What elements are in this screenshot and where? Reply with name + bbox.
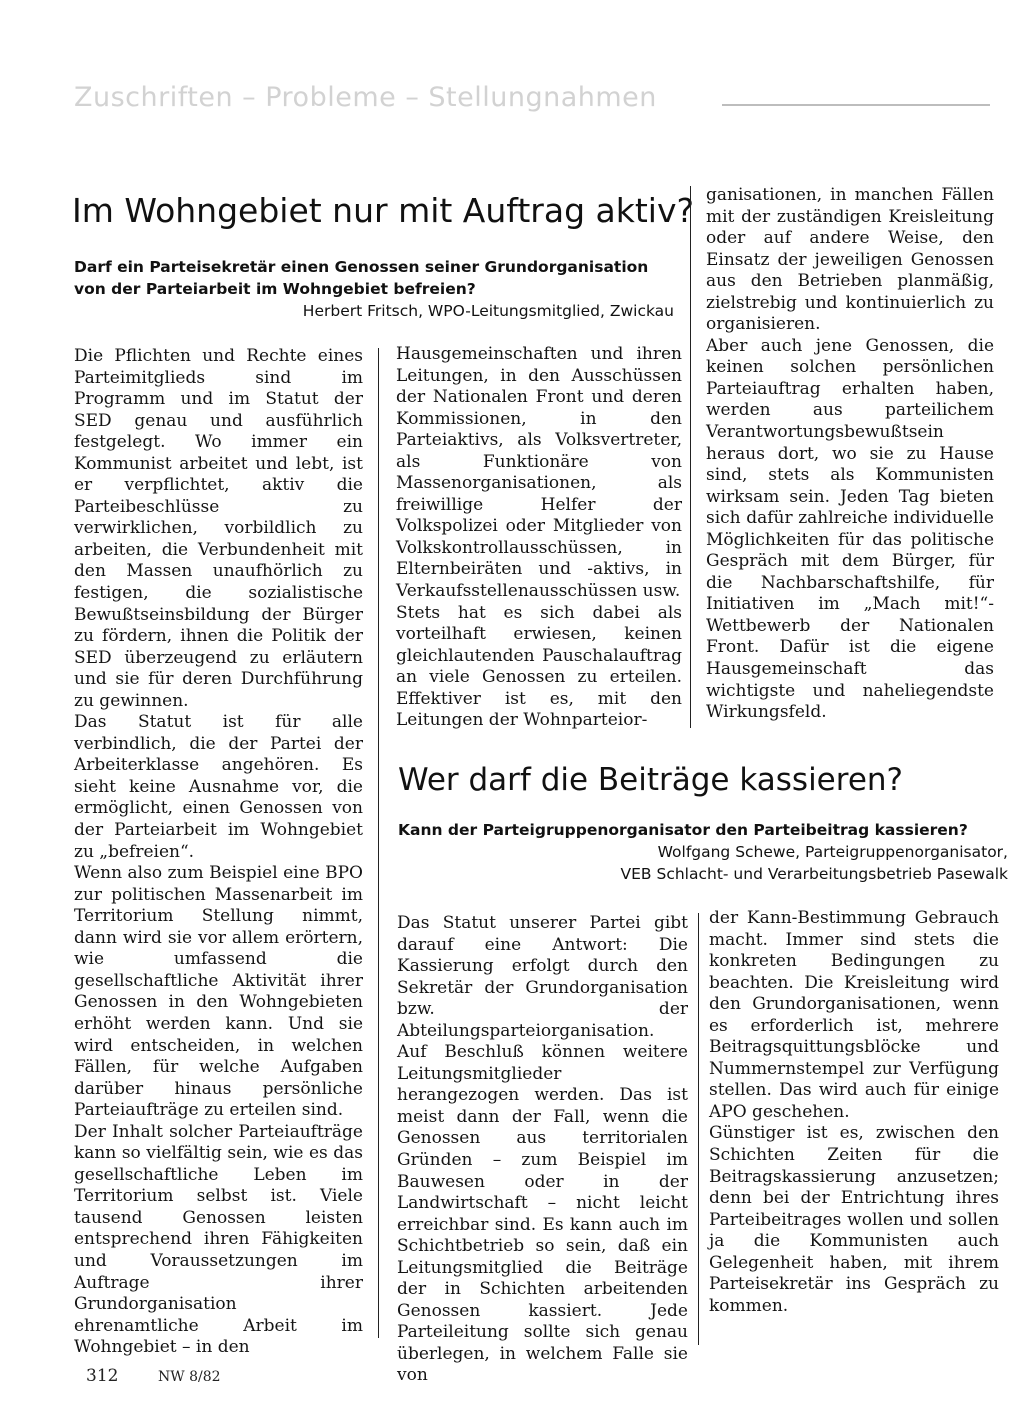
page-number: 312 bbox=[86, 1366, 119, 1386]
article-1-question: Darf ein Parteisekretär einen Genossen seiner Grundorganisation von der Parteiarbeit im Wohngebiet befreien? bbox=[74, 258, 649, 298]
article-2-column-1 bbox=[397, 913, 688, 1387]
paragraph: Aber auch jene Genossen, die keinen solchen persönlichen Parteiauftrag erhalten haben, werden aus parteilichem Verantwortungsbewußtsein heraus dort, wo sie zu Hause sind, stets als Kommunisten wirksam sein. Jeden Tag bieten sich dafür zahlreiche individuelle Möglichkeiten für das politische Gespräch mit dem Bürger, für die Nachbarschaftshilfe, für Initiativen im „Mach mit!“-Wettbewerb der Nationalen Front. Dafür ist die eigene Hausgemeinschaft das wichtigste und naheliegendste Wirkungsfeld. bbox=[706, 335, 994, 723]
column-rule bbox=[690, 186, 691, 728]
paragraph: der Kann-Bestimmung Gebrauch macht. Immer sind stets die konkreten Bedingungen zu beachten. Die Kreisleitung wird den Grundorganisationen, wenn es erforderlich ist, mehrere Beitragsquittungsblöcke und Nummernstempel zur Verfügung stellen. Das wird auch für einige APO geschehen. bbox=[709, 908, 999, 1122]
issue-mark: NW 8/82 bbox=[158, 1369, 221, 1385]
paragraph: Wenn also zum Beispiel eine BPO zur politischen Massenarbeit im Territorium Stellung nimmt, dann wird sie vor allem erörtern, wie umfassend die gesellschaftliche Aktivität ihrer Genossen in den Wohngebieten erhöht werden kann. Und sie wird entscheiden, in welchen Fällen, für welche Aufgaben darüber hinaus persönliche Parteiaufträge zu erteilen sind. bbox=[74, 863, 363, 1121]
paragraph: Der Inhalt solcher Parteiaufträge kann so vielfältig sein, wie es das gesellschaftliche Leben im Territorium selbst ist. Viele tausend Genossen leisten entsprechend ihren Fähigkeiten und Voraussetzungen im Auftrage ihrer Grundorganisation ehrenamtliche Arbeit im Wohngebiet – in den bbox=[74, 1121, 363, 1358]
paragraph: Stets hat es sich dabei als vorteilhaft erwiesen, keinen gleichlautenden Pauschalauftrag an viele Genossen zu erteilen. Effektiver ist es, mit den Leitungen der Wohnparteior- bbox=[396, 602, 682, 731]
section-rubric: Zuschriften – Probleme – Stellungnahmen bbox=[74, 82, 657, 113]
article-2-byline-line-2: VEB Schlacht- und Verarbeitungsbetrieb Pasewalk bbox=[620, 865, 1008, 883]
paragraph: Hausgemeinschaften und ihren Leitungen, in den Ausschüssen der Nationalen Front und deren Kommissionen, in den Parteiaktivs, als Volksvertreter, als Funktionäre von Massenorganisationen, als freiwillige Helfer der Volkspolizei oder Mitglieder von Volkskontrollausschüssen, in Elternbeiräten und -aktivs, in Verkaufsstellenausschüssen usw. bbox=[396, 344, 682, 602]
article-2-question: Kann der Parteigruppenorganisator den Parteibeitrag kassieren? bbox=[398, 821, 968, 839]
column-rule bbox=[698, 913, 699, 1345]
article-1-title: Im Wohngebiet nur mit Auftrag aktiv? bbox=[72, 191, 694, 230]
paragraph: Günstiger ist es, zwischen den Schichten Zeiten für die Beitragskassierung anzusetzen; denn bei der Entrichtung ihres Parteibeitrages wollen und sollen ja die Kommunisten auch Gelegenheit haben, mit ihrem Parteisekretär ins Gespräch zu kommen. bbox=[709, 1123, 999, 1316]
paragraph: Das Statut ist für alle verbindlich, die der Partei der Arbeiterklasse angehören. Es sieht keine Ausnahme vor, die ermöglicht, einen Genossen von der Parteiarbeit im Wohngebiet zu „befreien“. bbox=[74, 712, 363, 862]
paragraph: Das Statut unserer Partei gibt darauf eine Antwort: Die Kassierung erfolgt durch den Sekretär der Grundorganisation bzw. der Abteilungsparteiorganisation. Auf Beschluß können weitere Leitungsmitglieder herangezogen werden. Das ist meist dann der Fall, wenn die Genossen aus territorialen Gründen – zum Beispiel im Bauwesen oder in der Landwirtschaft – nicht leicht erreichbar sind. Es kann auch im Schichtbetrieb so sein, daß ein Leitungsmitglied die Beiträge der in Schichten arbeitenden Genossen kassiert. Jede Parteileitung sollte sich genau überlegen, in welchem Falle sie von bbox=[397, 913, 688, 1386]
paragraph: ganisationen, in manchen Fällen mit der zuständigen Kreisleitung oder auf andere Weise, den Einsatz der jeweiligen Genossen aus den Betrieben planmäßig, zielstrebig und kontinuierlich zu organisieren. bbox=[706, 185, 994, 335]
article-1-column-1 bbox=[74, 346, 363, 1359]
column-rule bbox=[378, 348, 379, 1338]
article-1-byline: Herbert Fritsch, WPO-Leitungsmitglied, Zwickau bbox=[302, 302, 674, 320]
article-1-column-3 bbox=[706, 185, 994, 724]
article-2-title: Wer darf die Beiträge kassieren? bbox=[398, 762, 903, 798]
article-2-subhead bbox=[398, 819, 1008, 885]
article-2-column-2 bbox=[709, 908, 999, 1317]
article-1-subhead bbox=[74, 256, 674, 322]
paragraph: Die Pflichten und Rechte eines Parteimitglieds sind im Programm und im Statut der SED genau und ausführlich festgelegt. Wo immer ein Kommunist arbeitet und lebt, ist er verpflichtet, aktiv die Parteibeschlüsse zu verwirklichen, vorbildlich zu arbeiten, die Verbundenheit mit den Massen unaufhörlich zu festigen, die sozialistische Bewußtseinsbildung der Bürger zu fördern, ihnen die Politik der SED überzeugend zu erläutern und sie für deren Durchführung zu gewinnen. bbox=[74, 346, 363, 711]
rubric-rule bbox=[722, 104, 990, 106]
article-2-byline-line-1: Wolfgang Schewe, Parteigruppenorganisator, bbox=[657, 843, 1008, 861]
article-1-column-2 bbox=[396, 344, 682, 732]
